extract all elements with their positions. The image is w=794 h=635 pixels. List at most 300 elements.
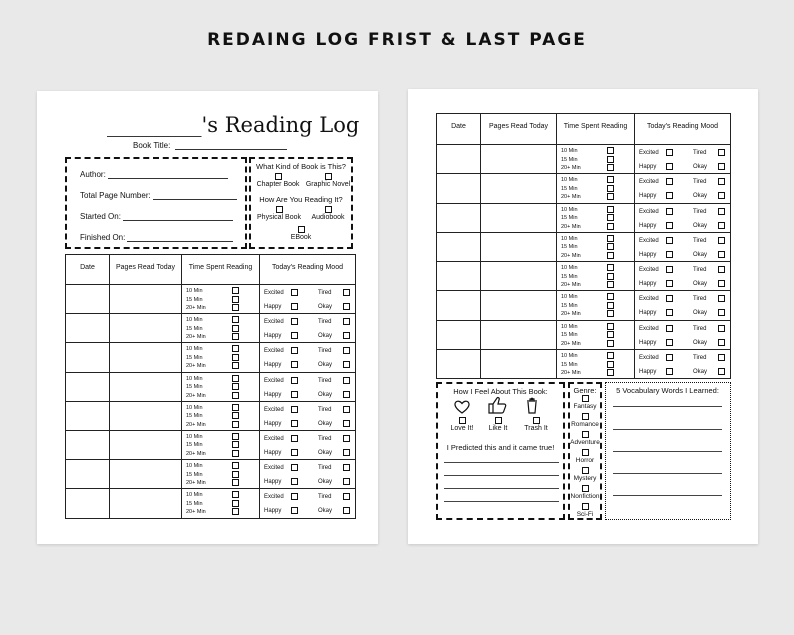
time-option-label: 20+ Min bbox=[561, 194, 581, 201]
pages-read-cell[interactable] bbox=[481, 350, 557, 379]
time-checkbox[interactable] bbox=[232, 500, 239, 507]
mood-checkbox[interactable] bbox=[343, 464, 350, 471]
time-checkbox[interactable] bbox=[607, 273, 614, 280]
time-option-label: 15 Min bbox=[186, 384, 203, 391]
time-checkbox[interactable] bbox=[232, 433, 239, 440]
mood-checkbox[interactable] bbox=[666, 266, 673, 273]
mood-checkbox[interactable] bbox=[666, 208, 673, 215]
mood-checkbox[interactable] bbox=[291, 347, 298, 354]
vocab-line[interactable] bbox=[613, 473, 722, 474]
time-option bbox=[561, 194, 581, 200]
date-cell[interactable] bbox=[437, 320, 481, 349]
mood-option-label: Tired bbox=[318, 494, 332, 501]
pages-read-cell[interactable] bbox=[110, 372, 182, 401]
mood-checkbox[interactable] bbox=[666, 280, 673, 287]
mood-checkbox[interactable] bbox=[291, 449, 298, 456]
mood-checkbox[interactable] bbox=[343, 377, 350, 384]
time-checkbox[interactable] bbox=[607, 310, 614, 317]
time-checkbox[interactable] bbox=[607, 369, 614, 376]
table-row bbox=[66, 314, 356, 343]
love-it-label: Love It! bbox=[450, 425, 474, 432]
time-checkbox[interactable] bbox=[232, 479, 239, 486]
reading-mood-cell bbox=[635, 320, 731, 349]
mood-checkbox[interactable] bbox=[666, 309, 673, 316]
mood-checkbox[interactable] bbox=[291, 507, 298, 514]
time-checkbox[interactable] bbox=[607, 331, 614, 338]
mood-checkbox[interactable] bbox=[291, 478, 298, 485]
mood-checkbox[interactable] bbox=[291, 464, 298, 471]
date-cell[interactable] bbox=[66, 372, 110, 401]
write-line[interactable] bbox=[444, 462, 559, 463]
time-checkbox[interactable] bbox=[232, 462, 239, 469]
time-option bbox=[561, 332, 578, 338]
time-spent-cell bbox=[182, 460, 260, 489]
mood-checkbox[interactable] bbox=[666, 295, 673, 302]
mood-checkbox[interactable] bbox=[718, 295, 725, 302]
time-checkbox[interactable] bbox=[607, 352, 614, 359]
time-checkbox[interactable] bbox=[607, 147, 614, 154]
genre-checkbox[interactable] bbox=[582, 485, 589, 492]
pages-read-cell[interactable] bbox=[481, 291, 557, 320]
mood-option bbox=[639, 296, 659, 303]
time-option-label: 20+ Min bbox=[186, 421, 206, 428]
time-option bbox=[186, 405, 203, 411]
time-option-label: 10 Min bbox=[186, 404, 203, 411]
mood-option-label: Tired bbox=[693, 208, 707, 215]
mood-option bbox=[318, 407, 331, 414]
mood-option bbox=[318, 362, 332, 369]
mood-option bbox=[264, 436, 284, 443]
genre-checkbox[interactable] bbox=[582, 395, 589, 402]
date-cell[interactable] bbox=[66, 430, 110, 459]
time-option bbox=[186, 305, 206, 311]
time-checkbox[interactable] bbox=[607, 252, 614, 259]
time-checkbox[interactable] bbox=[607, 176, 614, 183]
mood-checkbox[interactable] bbox=[718, 368, 725, 375]
mood-checkbox[interactable] bbox=[291, 318, 298, 325]
mood-option-label: Excited bbox=[639, 325, 659, 332]
mood-option bbox=[318, 319, 331, 326]
time-option bbox=[561, 370, 581, 376]
pages-read-cell[interactable] bbox=[481, 320, 557, 349]
time-checkbox[interactable] bbox=[232, 392, 239, 399]
mood-checkbox[interactable] bbox=[666, 222, 673, 229]
time-checkbox[interactable] bbox=[232, 471, 239, 478]
mood-checkbox[interactable] bbox=[718, 192, 725, 199]
time-checkbox[interactable] bbox=[607, 214, 614, 221]
header-time-spent: Time Spent Reading bbox=[182, 255, 260, 285]
header-reading-mood: Today's Reading Mood bbox=[635, 114, 731, 145]
audiobook-checkbox[interactable] bbox=[325, 206, 332, 213]
mood-checkbox[interactable] bbox=[343, 449, 350, 456]
reading-mood-cell bbox=[635, 262, 731, 291]
reading-mood-cell bbox=[635, 291, 731, 320]
time-option bbox=[186, 413, 203, 419]
time-checkbox[interactable] bbox=[607, 340, 614, 347]
genre-checkbox[interactable] bbox=[582, 503, 589, 510]
mood-option-label: Happy bbox=[264, 391, 282, 398]
time-checkbox[interactable] bbox=[232, 325, 239, 332]
time-option bbox=[186, 451, 206, 457]
write-line[interactable] bbox=[444, 501, 559, 502]
time-checkbox[interactable] bbox=[232, 508, 239, 515]
mood-option-label: Tired bbox=[693, 296, 707, 303]
graphic-novel-label: Graphic Novel bbox=[305, 181, 351, 188]
mood-option-label: Happy bbox=[264, 362, 282, 369]
time-checkbox[interactable] bbox=[232, 375, 239, 382]
time-option bbox=[186, 422, 206, 428]
time-checkbox[interactable] bbox=[607, 264, 614, 271]
write-line[interactable] bbox=[444, 488, 559, 489]
mood-option bbox=[318, 479, 332, 486]
date-cell[interactable] bbox=[437, 203, 481, 232]
time-option-label: 15 Min bbox=[186, 413, 203, 420]
time-checkbox[interactable] bbox=[232, 421, 239, 428]
pages-read-cell[interactable] bbox=[481, 262, 557, 291]
time-checkbox[interactable] bbox=[607, 293, 614, 300]
mood-option bbox=[264, 407, 284, 414]
genre-checkbox[interactable] bbox=[582, 449, 589, 456]
reading-mood-cell bbox=[635, 350, 731, 379]
header-pages-read: Pages Read Today bbox=[481, 114, 557, 145]
mood-option bbox=[693, 252, 707, 259]
mood-checkbox[interactable] bbox=[291, 377, 298, 384]
mood-checkbox[interactable] bbox=[343, 347, 350, 354]
mood-option bbox=[693, 150, 706, 157]
mood-checkbox[interactable] bbox=[343, 391, 350, 398]
like-it-checkbox[interactable] bbox=[495, 417, 502, 424]
kind-title: What Kind of Book is This? bbox=[256, 162, 346, 171]
time-option bbox=[186, 434, 203, 440]
mood-checkbox[interactable] bbox=[718, 339, 725, 346]
mood-checkbox[interactable] bbox=[718, 309, 725, 316]
time-checkbox[interactable] bbox=[232, 296, 239, 303]
table-header-row bbox=[437, 114, 731, 145]
pages-read-cell[interactable] bbox=[481, 145, 557, 174]
last-page bbox=[408, 89, 758, 544]
mood-option-label: Tired bbox=[693, 267, 707, 274]
time-option bbox=[186, 509, 206, 515]
mood-option bbox=[639, 164, 656, 171]
date-cell[interactable] bbox=[437, 232, 481, 261]
time-option-label: 10 Min bbox=[186, 433, 203, 440]
vocab-line[interactable] bbox=[613, 406, 722, 407]
mood-checkbox[interactable] bbox=[291, 391, 298, 398]
mood-checkbox[interactable] bbox=[718, 163, 725, 170]
genre-label: Fantasy bbox=[573, 403, 597, 410]
time-option-label: 20+ Min bbox=[561, 340, 581, 347]
time-checkbox[interactable] bbox=[607, 281, 614, 288]
time-checkbox[interactable] bbox=[232, 287, 239, 294]
mood-option bbox=[639, 179, 659, 186]
heart-icon bbox=[454, 400, 470, 414]
time-checkbox[interactable] bbox=[607, 223, 614, 230]
time-checkbox[interactable] bbox=[607, 302, 614, 309]
mood-option-label: Happy bbox=[639, 193, 657, 200]
genre-label: Adventure bbox=[570, 439, 600, 446]
mood-checkbox[interactable] bbox=[718, 237, 725, 244]
mood-checkbox[interactable] bbox=[718, 280, 725, 287]
mood-checkbox[interactable] bbox=[343, 406, 350, 413]
genre-label: Horror bbox=[575, 457, 595, 464]
pages-read-cell[interactable] bbox=[110, 460, 182, 489]
date-cell[interactable] bbox=[437, 174, 481, 203]
time-checkbox[interactable] bbox=[607, 361, 614, 368]
time-checkbox[interactable] bbox=[232, 345, 239, 352]
mood-option bbox=[264, 348, 284, 355]
mood-option-label: Happy bbox=[264, 449, 282, 456]
mood-checkbox[interactable] bbox=[291, 493, 298, 500]
time-option bbox=[561, 282, 581, 288]
mood-checkbox[interactable] bbox=[666, 325, 673, 332]
mood-option-label: Excited bbox=[639, 179, 659, 186]
time-option-label: 15 Min bbox=[561, 361, 578, 368]
time-option bbox=[186, 384, 203, 390]
time-option-label: 20+ Min bbox=[186, 363, 206, 370]
physical-book-checkbox[interactable] bbox=[276, 206, 283, 213]
reading-mood-cell bbox=[635, 174, 731, 203]
mood-checkbox[interactable] bbox=[718, 208, 725, 215]
mood-checkbox[interactable] bbox=[666, 339, 673, 346]
trash-it-label: Trash It bbox=[524, 425, 548, 432]
time-checkbox[interactable] bbox=[232, 354, 239, 361]
time-option-label: 10 Min bbox=[561, 323, 578, 330]
time-checkbox[interactable] bbox=[607, 323, 614, 330]
genre-option bbox=[566, 503, 604, 518]
option-physical-book bbox=[253, 206, 305, 221]
mood-checkbox[interactable] bbox=[291, 435, 298, 442]
date-cell[interactable] bbox=[66, 460, 110, 489]
vocab-line[interactable] bbox=[613, 429, 722, 430]
time-option bbox=[561, 274, 578, 280]
mood-option bbox=[318, 450, 332, 457]
mood-option bbox=[318, 421, 332, 428]
mood-option-label: Happy bbox=[639, 281, 657, 288]
option-audiobook bbox=[303, 206, 353, 221]
mood-option bbox=[639, 326, 659, 333]
time-option-label: 20+ Min bbox=[186, 305, 206, 311]
feel-title: How I Feel About This Book: bbox=[453, 387, 548, 396]
mood-checkbox[interactable] bbox=[343, 318, 350, 325]
time-option-label: 15 Min bbox=[186, 325, 203, 332]
mood-checkbox[interactable] bbox=[343, 478, 350, 485]
mood-checkbox[interactable] bbox=[343, 493, 350, 500]
time-checkbox[interactable] bbox=[607, 193, 614, 200]
pages-read-cell[interactable] bbox=[110, 430, 182, 459]
mood-option-label: Tired bbox=[318, 465, 332, 472]
mood-option bbox=[318, 392, 332, 399]
pages-read-cell[interactable] bbox=[481, 203, 557, 232]
mood-option bbox=[639, 355, 659, 362]
date-cell[interactable] bbox=[66, 489, 110, 518]
pages-read-cell[interactable] bbox=[110, 314, 182, 343]
mood-option bbox=[318, 348, 331, 355]
table-row bbox=[66, 401, 356, 430]
time-option-label: 20+ Min bbox=[561, 370, 581, 377]
mood-checkbox[interactable] bbox=[718, 149, 725, 156]
time-option-label: 15 Min bbox=[561, 302, 578, 309]
mood-checkbox[interactable] bbox=[291, 420, 298, 427]
time-checkbox[interactable] bbox=[232, 404, 239, 411]
reading-log-table bbox=[436, 113, 731, 379]
pages-read-cell[interactable] bbox=[110, 285, 182, 314]
pages-read-cell[interactable] bbox=[110, 343, 182, 372]
time-checkbox[interactable] bbox=[607, 156, 614, 163]
time-checkbox[interactable] bbox=[232, 441, 239, 448]
time-option-label: 20+ Min bbox=[186, 480, 206, 487]
mood-checkbox[interactable] bbox=[718, 325, 725, 332]
date-cell[interactable] bbox=[437, 291, 481, 320]
time-option-label: 10 Min bbox=[561, 235, 578, 242]
date-cell[interactable] bbox=[437, 145, 481, 174]
pages-read-cell[interactable] bbox=[481, 232, 557, 261]
vocab-line[interactable] bbox=[613, 451, 722, 452]
time-checkbox[interactable] bbox=[232, 450, 239, 457]
graphic-novel-checkbox[interactable] bbox=[325, 173, 332, 180]
time-checkbox[interactable] bbox=[232, 316, 239, 323]
vocab-line[interactable] bbox=[613, 495, 722, 496]
mood-option bbox=[693, 326, 706, 333]
genre-checkbox[interactable] bbox=[582, 431, 589, 438]
started-on-field bbox=[80, 212, 233, 221]
time-option-label: 10 Min bbox=[186, 288, 203, 294]
mood-option bbox=[264, 290, 284, 297]
mood-option-label: Tired bbox=[318, 348, 332, 355]
mood-option-label: Tired bbox=[318, 435, 332, 442]
genre-checkbox[interactable] bbox=[582, 467, 589, 474]
time-option-label: 10 Min bbox=[561, 353, 578, 360]
mood-checkbox[interactable] bbox=[666, 163, 673, 170]
time-option-label: 20+ Min bbox=[186, 392, 206, 399]
option-trash-it bbox=[518, 417, 554, 432]
time-option-label: 20+ Min bbox=[186, 509, 206, 516]
time-checkbox[interactable] bbox=[232, 304, 239, 311]
ebook-checkbox[interactable] bbox=[298, 226, 305, 233]
table-header-row bbox=[66, 255, 356, 285]
predict-title: I Predicted this and it came true! bbox=[446, 443, 555, 452]
time-checkbox[interactable] bbox=[232, 412, 239, 419]
time-checkbox[interactable] bbox=[607, 185, 614, 192]
mood-checkbox[interactable] bbox=[343, 303, 350, 310]
mood-option bbox=[264, 450, 281, 457]
mood-option-label: Excited bbox=[639, 208, 659, 215]
time-option bbox=[186, 376, 203, 382]
mood-option-label: Excited bbox=[264, 348, 284, 355]
table-row bbox=[437, 145, 731, 174]
time-option-label: 10 Min bbox=[561, 148, 578, 154]
table-row bbox=[66, 343, 356, 372]
mood-checkbox[interactable] bbox=[343, 361, 350, 368]
genre-label: Mystery bbox=[573, 475, 597, 482]
date-cell[interactable] bbox=[66, 285, 110, 314]
table-row bbox=[437, 174, 731, 203]
write-line[interactable] bbox=[444, 475, 559, 476]
mood-option bbox=[318, 436, 331, 443]
time-option bbox=[186, 363, 206, 369]
mood-checkbox[interactable] bbox=[666, 149, 673, 156]
mood-checkbox[interactable] bbox=[666, 368, 673, 375]
time-spent-cell bbox=[557, 291, 635, 320]
date-cell[interactable] bbox=[437, 262, 481, 291]
banner-title: REDAING LOG FRIST & LAST PAGE bbox=[207, 30, 587, 50]
reading-mood-cell bbox=[635, 203, 731, 232]
date-cell[interactable] bbox=[66, 314, 110, 343]
mood-checkbox[interactable] bbox=[343, 332, 350, 339]
time-checkbox[interactable] bbox=[607, 164, 614, 171]
mood-checkbox[interactable] bbox=[718, 354, 725, 361]
table-row bbox=[66, 460, 356, 489]
mood-checkbox[interactable] bbox=[291, 303, 298, 310]
mood-checkbox[interactable] bbox=[291, 289, 298, 296]
thumbs-up-icon bbox=[487, 396, 509, 414]
mood-option-label: Excited bbox=[264, 319, 284, 326]
time-checkbox[interactable] bbox=[232, 491, 239, 498]
mood-option bbox=[693, 296, 706, 303]
time-option bbox=[561, 294, 578, 300]
mood-checkbox[interactable] bbox=[718, 222, 725, 229]
mood-option bbox=[318, 508, 332, 515]
time-checkbox[interactable] bbox=[607, 206, 614, 213]
mood-checkbox[interactable] bbox=[666, 251, 673, 258]
time-option bbox=[561, 215, 578, 221]
mood-option bbox=[639, 252, 656, 259]
time-option bbox=[186, 463, 203, 469]
mood-checkbox[interactable] bbox=[291, 406, 298, 413]
mood-checkbox[interactable] bbox=[343, 507, 350, 514]
time-option-label: 10 Min bbox=[561, 294, 578, 301]
date-cell[interactable] bbox=[437, 350, 481, 379]
time-checkbox[interactable] bbox=[232, 362, 239, 369]
mood-checkbox[interactable] bbox=[666, 354, 673, 361]
time-checkbox[interactable] bbox=[607, 243, 614, 250]
option-love-it bbox=[444, 417, 480, 432]
mood-checkbox[interactable] bbox=[291, 332, 298, 339]
trash-it-checkbox[interactable] bbox=[533, 417, 540, 424]
mood-option bbox=[693, 209, 706, 216]
mood-checkbox[interactable] bbox=[666, 237, 673, 244]
pages-read-cell[interactable] bbox=[481, 174, 557, 203]
mood-checkbox[interactable] bbox=[718, 266, 725, 273]
mood-checkbox[interactable] bbox=[343, 435, 350, 442]
time-option-label: 10 Min bbox=[561, 265, 578, 272]
pages-read-cell[interactable] bbox=[110, 489, 182, 518]
mood-checkbox[interactable] bbox=[666, 192, 673, 199]
pages-read-cell[interactable] bbox=[110, 401, 182, 430]
mood-option-label: Happy bbox=[639, 164, 657, 170]
chapter-book-checkbox[interactable] bbox=[275, 173, 282, 180]
mood-checkbox[interactable] bbox=[718, 178, 725, 185]
time-option bbox=[186, 297, 203, 303]
mood-checkbox[interactable] bbox=[666, 178, 673, 185]
time-checkbox[interactable] bbox=[232, 383, 239, 390]
option-graphic-novel bbox=[303, 173, 353, 188]
genre-checkbox[interactable] bbox=[582, 413, 589, 420]
mood-checkbox[interactable] bbox=[343, 289, 350, 296]
mood-checkbox[interactable] bbox=[291, 361, 298, 368]
date-cell[interactable] bbox=[66, 401, 110, 430]
love-it-checkbox[interactable] bbox=[459, 417, 466, 424]
time-option bbox=[186, 355, 203, 361]
genre-label: Romance bbox=[571, 421, 599, 428]
time-checkbox[interactable] bbox=[607, 235, 614, 242]
mood-option-label: Okay bbox=[318, 449, 333, 456]
time-option-label: 15 Min bbox=[561, 244, 578, 251]
date-cell[interactable] bbox=[66, 343, 110, 372]
time-option bbox=[186, 317, 203, 323]
mood-checkbox[interactable] bbox=[718, 251, 725, 258]
mood-checkbox[interactable] bbox=[343, 420, 350, 427]
time-checkbox[interactable] bbox=[232, 333, 239, 340]
